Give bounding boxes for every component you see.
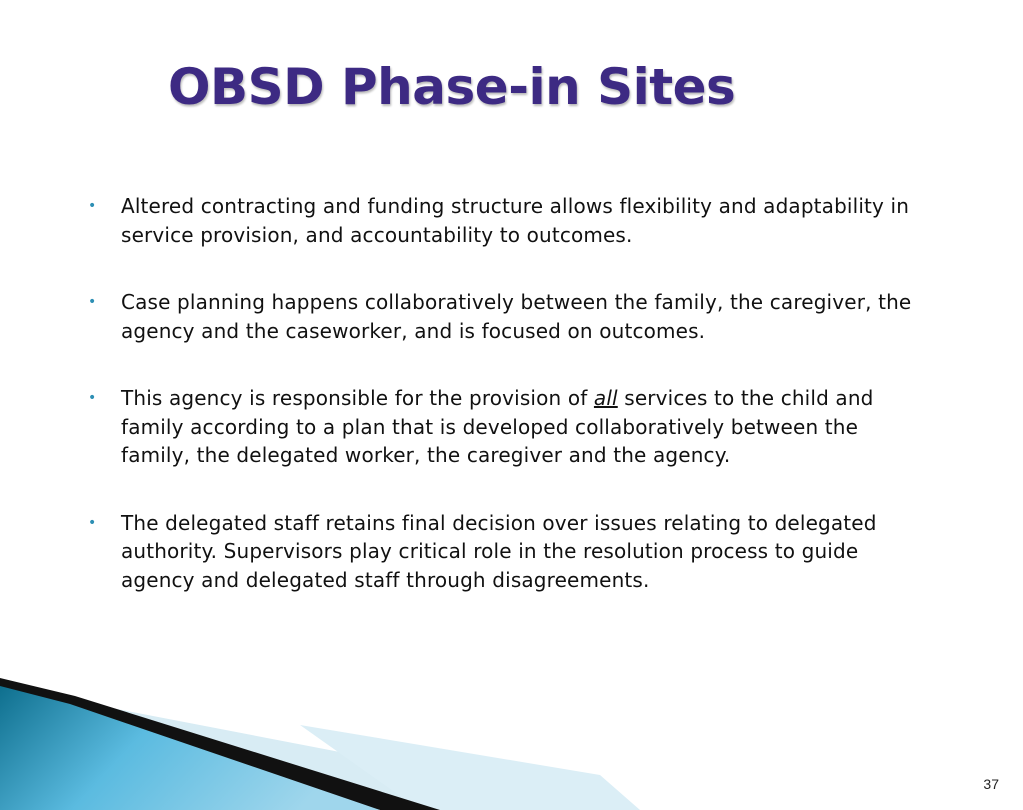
- bullet-marker: •: [88, 294, 97, 310]
- bullet-marker: •: [88, 514, 97, 531]
- bullet-item: [88, 192, 928, 249]
- bullet-emphasis: all: [593, 386, 618, 410]
- decorative-wave: [0, 670, 1023, 810]
- bullet-marker: •: [88, 390, 97, 406]
- wave-blue-band: [0, 686, 380, 810]
- bullet-item: [88, 384, 928, 470]
- bullet-text-before: This agency is responsible for the provision of: [121, 386, 594, 410]
- bullet-marker: •: [88, 198, 97, 214]
- bullet-list: [88, 192, 928, 633]
- bullet-item: [88, 509, 928, 595]
- bullet-item: [88, 288, 928, 345]
- bullet-text: The delegated staff retains final decision over issues relating to delegated authority. Supervisors play critical role in the resolution process to guide agency and delegated staff through disagreements.: [121, 510, 877, 592]
- bullet-text: Case planning happens collaboratively between the family, the caregiver, the agency and the caseworker, and is focused on outcomes.: [121, 290, 912, 343]
- page-number: 37: [983, 776, 999, 792]
- slide-title: OBSD Phase-in Sites: [168, 58, 736, 116]
- bullet-text: Altered contracting and funding structure allows flexibility and adaptability in service provision, and accountability to outcomes.: [121, 194, 910, 247]
- bullet-text-after: services to the child and family according to a plan that is developed collaboratively between the family, the delegated worker, the caregiver and the agency.: [121, 386, 874, 467]
